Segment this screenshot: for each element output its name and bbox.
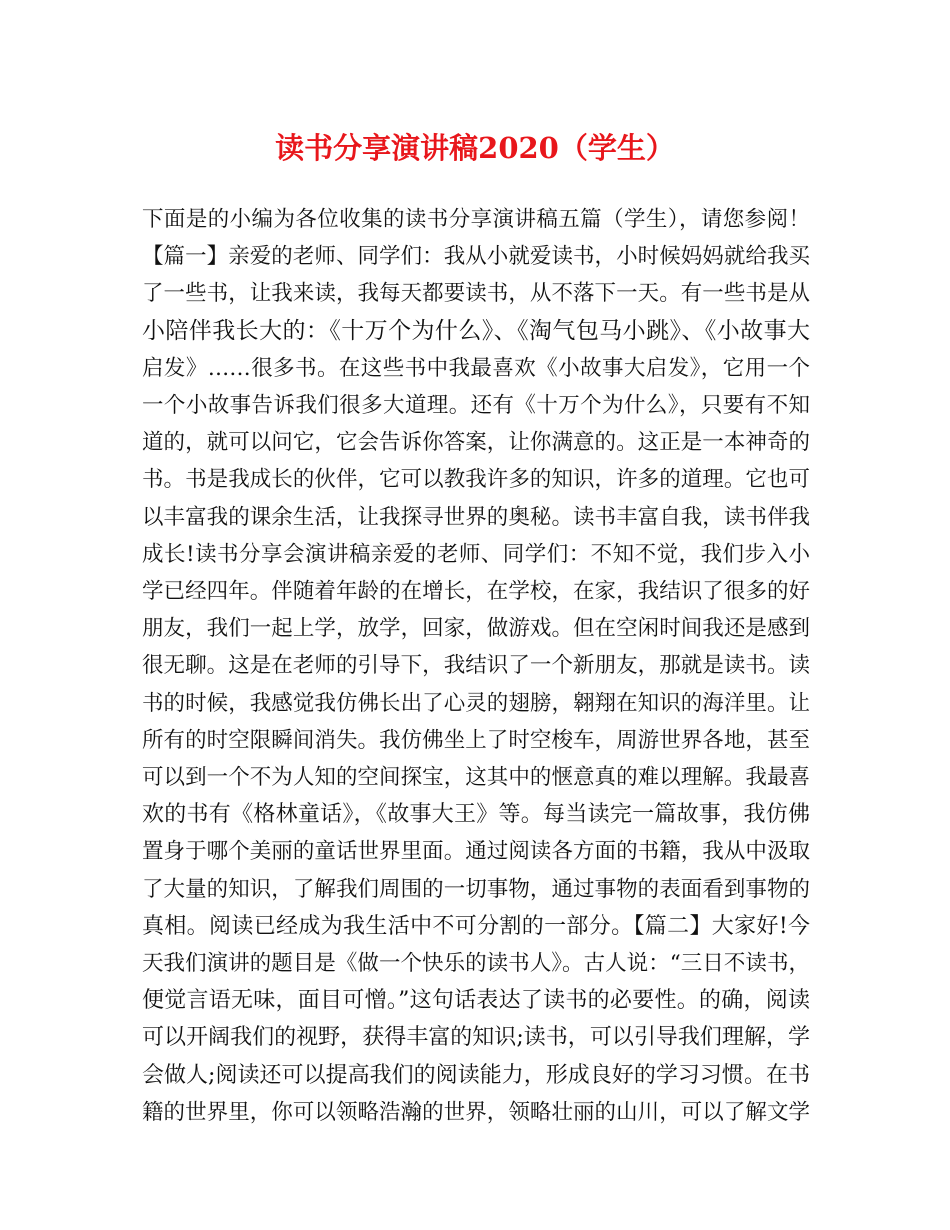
paragraph-line: 道的，就可以问它，它会告诉你答案，让你满意的。这正是一本神奇的 [142,430,810,456]
paragraph-line: 欢的书有《格林童话》，《故事大王》等。每当读完一篇故事，我仿佛 [142,802,810,828]
document-title: 读书分享演讲稿2020（学生） [275,131,675,165]
paragraph-line: 天我们演讲的题目是《做一个快乐的读书人》。古人说：“三日不读书， [142,951,810,977]
paragraph-line: 小陪伴我长大的：《十万个为什么》、《淘气包马小跳》、《小故事大 [142,317,810,344]
document-body [142,201,810,1131]
paragraph-line: 了一些书，让我来读，我每天都要读书，从不落下一天。有一些书是从 [142,281,810,307]
paragraph-line: 一个小故事告诉我们很多大道理。还有《十万个为什么》，只要有不知 [142,393,810,419]
paragraph-line: 【篇一】亲爱的老师、同学们：我从小就爱读书，小时候妈妈就给我买 [142,244,810,270]
paragraph-line: 启发》……很多书。在这些书中我最喜欢《小故事大启发》，它用一个 [142,355,810,381]
paragraph-line: 了大量的知识，了解我们周围的一切事物，通过事物的表面看到事物的 [142,876,810,902]
paragraph-line: 可以到一个不为人知的空间探宝，这其中的惬意真的难以理解。我最喜 [142,765,810,791]
paragraph-line: 很无聊。这是在老师的引导下，我结识了一个新朋友，那就是读书。读 [142,653,810,679]
paragraph-line: 置身于哪个美丽的童话世界里面。通过阅读各方面的书籍，我从中汲取 [142,839,810,865]
paragraph-line: 成长!读书分享会演讲稿亲爱的老师、同学们：不知不觉，我们步入小 [142,541,810,567]
paragraph-line: 会做人;阅读还可以提高我们的阅读能力，形成良好的学习习惯。在书 [142,1062,810,1088]
paragraph-line: 所有的时空限瞬间消失。我仿佛坐上了时空梭车，周游世界各地，甚至 [142,727,810,753]
paragraph-line: 可以开阔我们的视野，获得丰富的知识;读书，可以引导我们理解，学 [142,1025,810,1051]
paragraph-line: 以丰富我的课余生活，让我探寻世界的奥秘。读书丰富自我，读书伴我 [142,504,810,530]
paragraph-line: 真相。阅读已经成为我生活中不可分割的一部分。【篇二】大家好!今 [142,913,810,939]
paragraph-line: 下面是的小编为各位收集的读书分享演讲稿五篇（学生），请您参阅！ [142,207,810,232]
paragraph-line: 便觉言语无味，面目可憎。”这句话表达了读书的必要性。的确，阅读 [142,988,810,1014]
paragraph-line: 书。书是我成长的伙伴，它可以教我许多的知识，许多的道理。它也可 [142,467,810,493]
paragraph-line: 书的时候，我感觉我仿佛长出了心灵的翅膀，翱翔在知识的海洋里。让 [142,690,810,716]
paragraph-line: 学已经四年。伴随着年龄的在增长，在学校，在家，我结识了很多的好 [142,579,810,605]
paragraph-line: 朋友，我们一起上学，放学，回家，做游戏。但在空闲时间我还是感到 [142,616,810,642]
paragraph-line: 籍的世界里，你可以领略浩瀚的世界，领略壮丽的山川，可以了解文学 [142,1099,810,1125]
